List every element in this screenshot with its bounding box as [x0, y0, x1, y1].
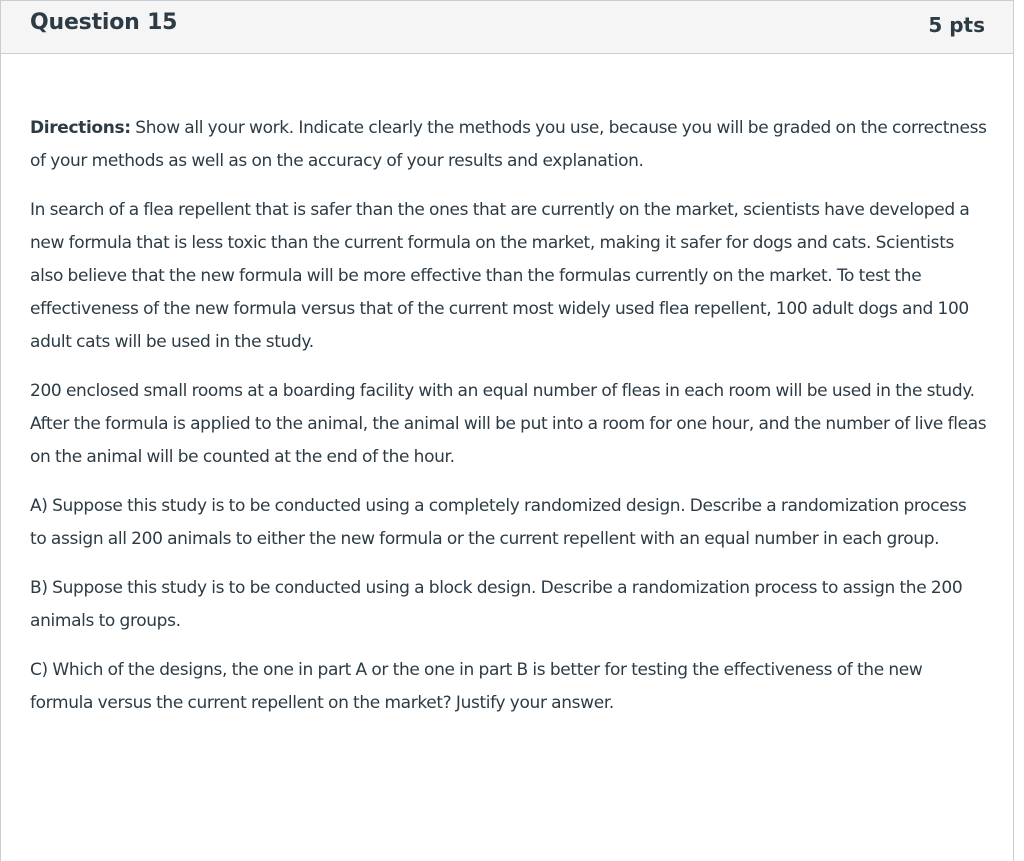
question-text — [30, 112, 987, 736]
scenario-paragraph: In search of a flea repellent that is safer than the ones that are currently on the market, scientists have developed a new formula that is less toxic than the current formula on the market, making it safer for dogs and cats. Scientists also believe that the new formula will be more effective than the formulas currently on the market. To test the effectiveness of the new formula versus that of the current most widely used flea repellent, 100 adult dogs and 100 adult cats will be used in the study. — [30, 200, 970, 352]
part-c-prompt: C) Which of the designs, the one in part A or the one in part B is better for testing the effectiveness of the new formula versus the current repellent on the market? Justify your answer. — [30, 660, 923, 713]
directions-text: Show all your work. Indicate clearly the methods you use, because you will be graded on the correctness of your methods as well as on the accuracy of your results and explanation. — [30, 118, 987, 171]
study-setup-paragraph: 200 enclosed small rooms at a boarding facility with an equal number of fleas in each room will be used in the study. After the formula is applied to the animal, the animal will be put into a room for one hour, and the number of live fleas on the animal will be counted at the end of the hour. — [30, 381, 987, 467]
part-b-prompt: B) Suppose this study is to be conducted using a block design. Describe a randomization process to assign the 200 animals to groups. — [30, 578, 963, 631]
question-header — [1, 1, 1013, 54]
question-title: Question 15 — [30, 10, 178, 35]
directions-label: Directions: — [30, 118, 131, 138]
question-points: 5 pts — [928, 13, 985, 37]
directions-paragraph — [30, 112, 987, 178]
part-a-prompt: A) Suppose this study is to be conducted using a completely randomized design. Describe a randomization process to assign all 200 animals to either the new formula or the current repellent with an equal number in each group. — [30, 496, 967, 549]
